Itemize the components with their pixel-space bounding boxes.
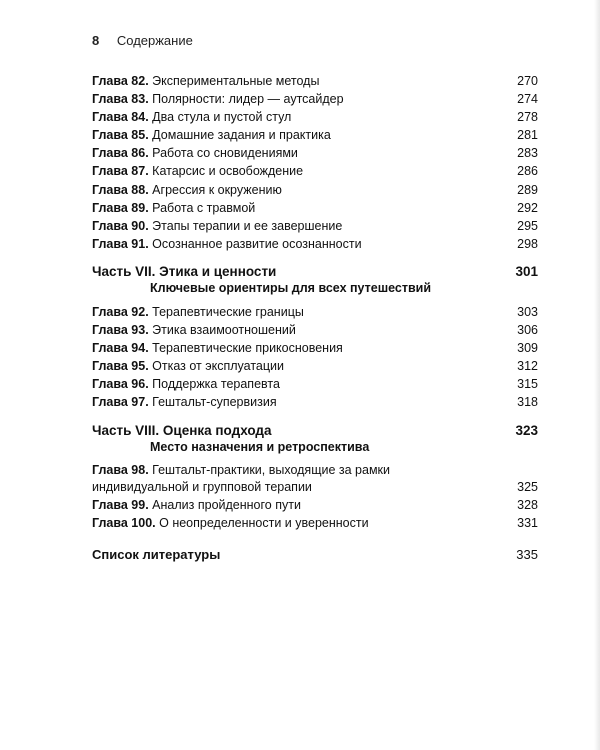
- chapter-page: 286: [517, 164, 538, 179]
- toc-entry[interactable]: [92, 72, 538, 90]
- toc-entry[interactable]: [92, 375, 538, 393]
- chapter-title: Отказ от эксплуатации: [152, 359, 285, 374]
- bibliography-page: 335: [516, 546, 538, 562]
- chapter-title: Этика взаимоотношений: [152, 323, 296, 338]
- chapter-number: Глава 88.: [92, 182, 149, 197]
- toc-entry[interactable]: [92, 303, 538, 321]
- chapter-page: 295: [517, 218, 538, 233]
- chapter-title: Два стула и пустой стул: [152, 110, 292, 125]
- chapter-number: Глава 82.: [92, 74, 149, 88]
- chapter-title: Этапы терапии и ее завершение: [152, 218, 343, 233]
- chapter-title: Агрессия к окружению: [152, 182, 282, 197]
- chapter-page: 283: [517, 146, 538, 161]
- chapter-page: 289: [517, 182, 538, 197]
- chapter-page: 281: [517, 128, 538, 143]
- toc-entry[interactable]: [92, 90, 538, 108]
- toc-entry[interactable]: [92, 357, 538, 375]
- toc-entry[interactable]: [92, 162, 538, 180]
- toc-entry-chapter-98[interactable]: [92, 462, 538, 496]
- toc-entry[interactable]: [92, 235, 538, 253]
- chapter-number: Глава 95.: [92, 359, 149, 374]
- chapter-page: 312: [517, 359, 538, 374]
- chapter-title: Экспериментальные методы: [152, 74, 320, 88]
- toc-entry[interactable]: [92, 217, 538, 235]
- table-of-contents: [92, 72, 538, 564]
- toc-entry[interactable]: [92, 199, 538, 217]
- chapter-title-line2: индивидуальной и групповой терапии: [92, 479, 312, 494]
- chapter-number: Глава 100.: [92, 515, 156, 530]
- chapter-title: Полярности: лидер — аутсайдер: [152, 92, 344, 107]
- chapter-title: Терапевтические границы: [152, 304, 304, 319]
- chapter-title: Домашние задания и практика: [152, 128, 331, 143]
- chapter-title: Работа с травмой: [152, 200, 256, 215]
- chapter-page: 298: [517, 236, 538, 251]
- chapter-page: 306: [517, 323, 538, 338]
- chapter-page: 270: [517, 74, 538, 88]
- toc-entry[interactable]: [92, 393, 538, 411]
- page-edge-shadow: [594, 0, 600, 750]
- toc-entry[interactable]: [92, 126, 538, 144]
- chapter-page: 278: [517, 110, 538, 125]
- chapter-title-line1: Гештальт-практики, выходящие за рамки: [152, 462, 390, 477]
- chapter-number: Глава 92.: [92, 304, 149, 319]
- chapter-number: Глава 84.: [92, 110, 149, 125]
- chapter-page: 331: [517, 515, 538, 530]
- toc-entry[interactable]: [92, 339, 538, 357]
- part-7[interactable]: [92, 263, 538, 297]
- toc-entry[interactable]: [92, 144, 538, 162]
- toc-entry[interactable]: [92, 108, 538, 126]
- part-subtitle: Ключевые ориентиры для всех путешествий: [150, 280, 432, 295]
- running-header: [92, 33, 193, 48]
- chapter-page: 325: [517, 479, 538, 494]
- chapter-number: Глава 86.: [92, 146, 149, 161]
- chapter-group-part8: [92, 496, 538, 532]
- chapter-page: 292: [517, 200, 538, 215]
- part-page: 323: [515, 422, 538, 438]
- chapter-page: 274: [517, 92, 538, 107]
- page-number: 8: [92, 33, 100, 48]
- toc-entry-bibliography[interactable]: [92, 546, 538, 564]
- part-title: Часть VIII. Оценка подхода: [92, 422, 272, 438]
- chapter-number: Глава 87.: [92, 164, 149, 179]
- chapter-number: Глава 91.: [92, 236, 149, 251]
- part-title: Часть VII. Этика и ценности: [92, 263, 277, 279]
- chapter-number: Глава 89.: [92, 200, 149, 215]
- chapter-title: Анализ пройденного пути: [152, 497, 301, 512]
- chapter-title: Работа со сновидениями: [152, 146, 298, 161]
- toc-entry[interactable]: [92, 181, 538, 199]
- chapter-number: Глава 98.: [92, 462, 149, 477]
- chapter-number: Глава 97.: [92, 395, 149, 410]
- part-page: 301: [515, 263, 538, 279]
- chapter-number: Глава 96.: [92, 377, 149, 392]
- chapter-group-part6: [92, 72, 538, 253]
- chapter-page: 303: [517, 304, 538, 319]
- part-subtitle: Место назначения и ретроспектива: [150, 439, 370, 454]
- bibliography-title: Список литературы: [92, 546, 221, 562]
- chapter-title: Осознанное развитие осознанности: [152, 236, 362, 251]
- chapter-group-part7: [92, 303, 538, 412]
- chapter-title: О неопределенности и уверенности: [159, 515, 369, 530]
- chapter-number: Глава 85.: [92, 128, 149, 143]
- chapter-number: Глава 93.: [92, 323, 149, 338]
- chapter-title: Поддержка терапевта: [152, 377, 280, 392]
- toc-entry[interactable]: [92, 514, 538, 532]
- chapter-number: Глава 94.: [92, 341, 149, 356]
- chapter-number: Глава 90.: [92, 218, 149, 233]
- chapter-title: Катарсис и освобождение: [152, 164, 304, 179]
- chapter-page: 309: [517, 341, 538, 356]
- chapter-page: 318: [517, 395, 538, 410]
- chapter-page: 315: [517, 377, 538, 392]
- toc-entry[interactable]: [92, 321, 538, 339]
- header-title: Содержание: [116, 33, 193, 48]
- chapter-title: Терапевтические прикосновения: [152, 341, 343, 356]
- chapter-number: Глава 99.: [92, 497, 149, 512]
- toc-entry[interactable]: [92, 496, 538, 514]
- chapter-page: 328: [517, 497, 538, 512]
- part-8[interactable]: [92, 422, 538, 456]
- chapter-title: Гештальт-супервизия: [152, 395, 277, 410]
- chapter-number: Глава 83.: [92, 92, 149, 107]
